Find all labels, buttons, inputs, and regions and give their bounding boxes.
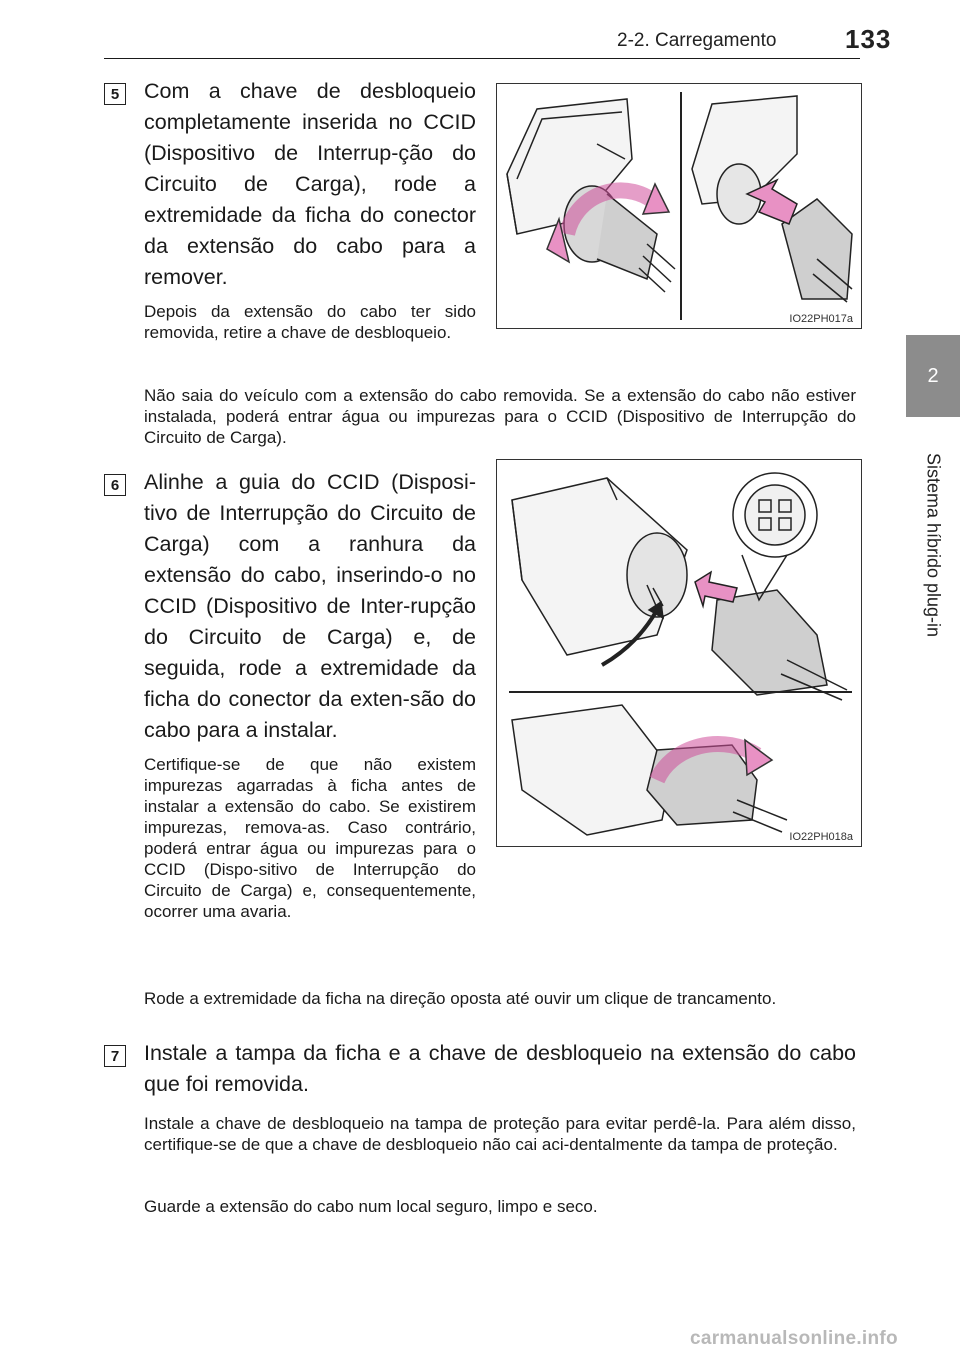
chapter-tab <box>906 420 960 670</box>
section-title: 2-2. Carregamento <box>617 30 777 51</box>
step-6-number: 6 <box>104 474 126 496</box>
step-6-lock-note: Rode a extremidade da ficha na direção oposta até ouvir um clique de trancamento. <box>144 989 777 1008</box>
chapter-tab-number: 2 <box>906 335 960 417</box>
figure-remove-connector <box>496 83 862 329</box>
header-divider <box>104 58 860 59</box>
page-number: 133 <box>845 24 892 54</box>
step-7-note: Instale a chave de desbloqueio na tampa de proteção para evitar perdê-la. Para além disso, certifique-se de que a chave de desbloqueio não cai aci-dentalmente da tampa de proteção. <box>144 1114 856 1154</box>
figure-code: IO22PH017a <box>789 313 853 325</box>
step-7-text: Instale a tampa da ficha e a chave de desbloqueio na extensão do cabo que foi removida. <box>144 1041 856 1096</box>
step-5-number: 5 <box>104 83 126 105</box>
step-5-text: Com a chave de desbloqueio completamente inserida no CCID (Dispositivo de Interrup-ção do Circuito de Carga), rode a extremidade da ficha do conector da extensão do cabo para a remover. <box>144 79 476 289</box>
remove-connector-illustration <box>497 84 860 327</box>
step-7-number: 7 <box>104 1045 126 1067</box>
step-6-text: Alinhe a guia do CCID (Disposi-tivo de Interrupção do Circuito de Carga) com a ranhura da extensão do cabo, inserindo-o no CCID (Dispositivo de Inter-rupção do Circuito de Carga) e, de seguida, rode a extremidade da ficha do conector da exten-são do cabo para a instalar. <box>144 470 476 742</box>
figure-code: IO22PH018a <box>789 831 853 843</box>
chapter-tab-title: Sistema híbrido plug-in <box>923 452 944 638</box>
step-6-note: Certifique-se de que não existem impurezas agarradas à ficha antes de instalar a extensão do cabo. Se existirem impurezas, remova-as. Caso contrário, poderá entrar água ou impurezas para o CCID (Dispo-sitivo de Interrupção do Circuito de Carga) e, consequentemente, ocorrer uma avaria. <box>144 755 476 921</box>
step-7-storage-note: Guarde a extensão do cabo num local seguro, limpo e seco. <box>144 1197 598 1216</box>
figure-install-connector <box>496 459 862 847</box>
install-connector-illustration <box>497 460 860 845</box>
watermark: carmanualsonline.info <box>690 1328 898 1349</box>
step-5-note: Depois da extensão do cabo ter sido removida, retire a chave de desbloqueio. <box>144 302 476 342</box>
step-5-warning: Não saia do veículo com a extensão do cabo removida. Se a extensão do cabo não estiver instalada, poderá entrar água ou impurezas para o CCID (Dispositivo de Interrupção do Circuito de Carga). <box>144 386 856 447</box>
